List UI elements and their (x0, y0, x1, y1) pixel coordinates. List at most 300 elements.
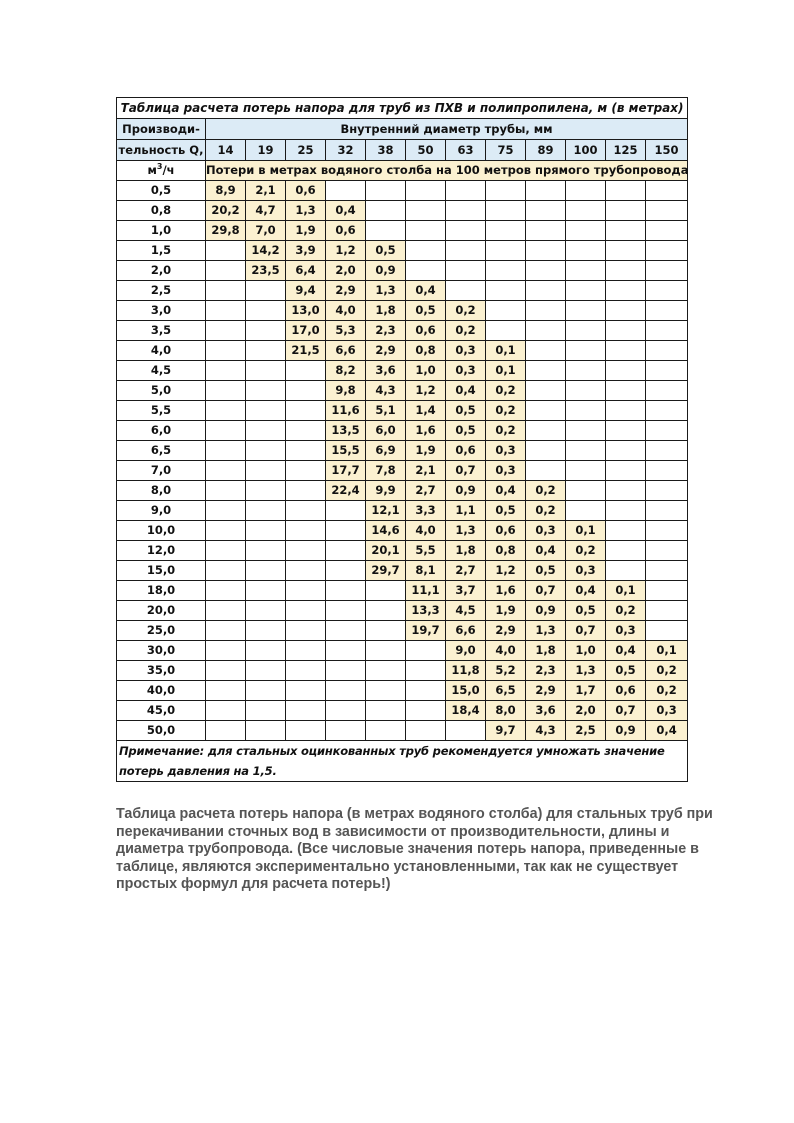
loss-value-cell: 0,9 (366, 261, 406, 281)
flow-rate-cell: 5,5 (117, 401, 206, 421)
empty-cell (646, 541, 688, 561)
empty-cell (566, 241, 606, 261)
empty-cell (206, 421, 246, 441)
loss-value-cell: 0,2 (486, 401, 526, 421)
loss-value-cell: 22,4 (326, 481, 366, 501)
empty-cell (446, 181, 486, 201)
loss-value-cell: 2,7 (406, 481, 446, 501)
empty-cell (286, 601, 326, 621)
loss-value-cell: 17,7 (326, 461, 366, 481)
diameter-cell: 75 (486, 140, 526, 161)
empty-cell (606, 281, 646, 301)
loss-value-cell: 1,0 (566, 641, 606, 661)
empty-cell (406, 221, 446, 241)
table-row (117, 481, 688, 501)
loss-value-cell: 0,6 (406, 321, 446, 341)
empty-cell (206, 721, 246, 741)
flow-rate-cell: 0,8 (117, 201, 206, 221)
table-row (117, 501, 688, 521)
table-row (117, 561, 688, 581)
empty-cell (606, 181, 646, 201)
empty-cell (646, 481, 688, 501)
empty-cell (326, 661, 366, 681)
flow-rate-cell: 35,0 (117, 661, 206, 681)
loss-value-cell: 1,8 (366, 301, 406, 321)
flow-rate-cell: 6,5 (117, 441, 206, 461)
empty-cell (526, 421, 566, 441)
loss-value-cell: 0,3 (446, 361, 486, 381)
flow-rate-cell: 4,5 (117, 361, 206, 381)
empty-cell (206, 561, 246, 581)
flow-rate-cell: 9,0 (117, 501, 206, 521)
productivity-header-line-3: $м^3/ч$ (117, 161, 206, 181)
table-row (117, 301, 688, 321)
loss-value-cell: 0,1 (606, 581, 646, 601)
loss-value-cell: 21,5 (286, 341, 326, 361)
empty-cell (246, 281, 286, 301)
loss-value-cell: 2,9 (326, 281, 366, 301)
loss-value-cell: 0,9 (606, 721, 646, 741)
empty-cell (566, 381, 606, 401)
subheader-row (117, 161, 688, 181)
empty-cell (206, 501, 246, 521)
empty-cell (246, 501, 286, 521)
empty-cell (486, 181, 526, 201)
loss-value-cell: 0,2 (606, 601, 646, 621)
loss-value-cell: 18,4 (446, 701, 486, 721)
empty-cell (526, 221, 566, 241)
empty-cell (406, 681, 446, 701)
diameter-cell: 50 (406, 140, 446, 161)
empty-cell (406, 241, 446, 261)
empty-cell (406, 641, 446, 661)
loss-value-cell: 1,4 (406, 401, 446, 421)
empty-cell (286, 401, 326, 421)
loss-value-cell: 0,4 (566, 581, 606, 601)
loss-value-cell: 23,5 (246, 261, 286, 281)
loss-value-cell: 0,4 (646, 721, 688, 741)
empty-cell (606, 461, 646, 481)
empty-cell (246, 541, 286, 561)
empty-cell (206, 581, 246, 601)
loss-value-cell: 0,3 (486, 461, 526, 481)
loss-value-cell: 8,9 (206, 181, 246, 201)
loss-value-cell: 0,6 (606, 681, 646, 701)
loss-value-cell: 13,5 (326, 421, 366, 441)
empty-cell (486, 301, 526, 321)
empty-cell (606, 481, 646, 501)
empty-cell (566, 441, 606, 461)
empty-cell (526, 401, 566, 421)
empty-cell (646, 321, 688, 341)
loss-value-cell: 0,5 (486, 501, 526, 521)
table-row (117, 221, 688, 241)
empty-cell (366, 641, 406, 661)
flow-rate-cell: 3,5 (117, 321, 206, 341)
empty-cell (366, 221, 406, 241)
loss-value-cell: 2,3 (366, 321, 406, 341)
empty-cell (646, 261, 688, 281)
diameter-cell: 38 (366, 140, 406, 161)
empty-cell (206, 281, 246, 301)
flow-rate-cell: 5,0 (117, 381, 206, 401)
empty-cell (326, 581, 366, 601)
empty-cell (646, 441, 688, 461)
empty-cell (366, 181, 406, 201)
loss-value-cell: 2,3 (526, 661, 566, 681)
empty-cell (606, 241, 646, 261)
table-row (117, 281, 688, 301)
empty-cell (246, 621, 286, 641)
loss-value-cell: 4,0 (486, 641, 526, 661)
empty-cell (446, 221, 486, 241)
loss-value-cell: 1,2 (326, 241, 366, 261)
diameter-header: Внутренний диаметр трубы, мм (206, 119, 688, 140)
loss-value-cell: 1,1 (446, 501, 486, 521)
empty-cell (246, 561, 286, 581)
empty-cell (606, 541, 646, 561)
empty-cell (566, 461, 606, 481)
loss-value-cell: 19,7 (406, 621, 446, 641)
loss-value-cell: 0,4 (446, 381, 486, 401)
empty-cell (606, 501, 646, 521)
empty-cell (206, 621, 246, 641)
empty-cell (526, 301, 566, 321)
loss-value-cell: 0,3 (486, 441, 526, 461)
empty-cell (406, 721, 446, 741)
loss-value-cell: 14,2 (246, 241, 286, 261)
empty-cell (286, 641, 326, 661)
table-row (117, 321, 688, 341)
flow-rate-cell: 40,0 (117, 681, 206, 701)
table-row (117, 641, 688, 661)
flow-rate-cell: 7,0 (117, 461, 206, 481)
loss-value-cell: 2,1 (406, 461, 446, 481)
loss-value-cell: 29,8 (206, 221, 246, 241)
empty-cell (326, 521, 366, 541)
empty-cell (246, 401, 286, 421)
flow-rate-cell: 20,0 (117, 601, 206, 621)
empty-cell (286, 501, 326, 521)
loss-value-cell: 1,3 (446, 521, 486, 541)
loss-value-cell: 0,6 (286, 181, 326, 201)
empty-cell (326, 601, 366, 621)
empty-cell (566, 321, 606, 341)
table-row (117, 441, 688, 461)
table-row (117, 201, 688, 221)
empty-cell (246, 661, 286, 681)
empty-cell (566, 221, 606, 241)
empty-cell (646, 621, 688, 641)
empty-cell (646, 221, 688, 241)
losses-subheader: Потери в метрах водяного столба на 100 метров прямого трубопровода (206, 161, 688, 181)
loss-value-cell: 0,7 (566, 621, 606, 641)
empty-cell (646, 201, 688, 221)
empty-cell (486, 321, 526, 341)
loss-value-cell: 8,2 (326, 361, 366, 381)
loss-value-cell: 1,7 (566, 681, 606, 701)
empty-cell (446, 241, 486, 261)
flow-rate-cell: 2,0 (117, 261, 206, 281)
flow-rate-cell: 10,0 (117, 521, 206, 541)
loss-value-cell: 0,2 (646, 661, 688, 681)
empty-cell (326, 621, 366, 641)
empty-cell (566, 501, 606, 521)
empty-cell (406, 181, 446, 201)
loss-value-cell: 0,3 (526, 521, 566, 541)
loss-value-cell: 9,9 (366, 481, 406, 501)
loss-value-cell: 12,1 (366, 501, 406, 521)
empty-cell (526, 341, 566, 361)
loss-value-cell: 3,6 (526, 701, 566, 721)
productivity-header-line-2: тельность Q, (117, 140, 206, 161)
empty-cell (206, 321, 246, 341)
loss-value-cell: 11,8 (446, 661, 486, 681)
table-title-row (117, 98, 688, 119)
diameter-cell: 14 (206, 140, 246, 161)
diameter-header-row (117, 119, 688, 140)
loss-value-cell: 0,1 (566, 521, 606, 541)
empty-cell (566, 401, 606, 421)
empty-cell (606, 421, 646, 441)
loss-value-cell: 14,6 (366, 521, 406, 541)
empty-cell (646, 381, 688, 401)
table-row (117, 241, 688, 261)
empty-cell (286, 481, 326, 501)
loss-value-cell: 0,2 (646, 681, 688, 701)
flow-rate-cell: 50,0 (117, 721, 206, 741)
loss-value-cell: 0,5 (446, 421, 486, 441)
loss-value-cell: 2,0 (566, 701, 606, 721)
loss-value-cell: 9,0 (446, 641, 486, 661)
empty-cell (206, 541, 246, 561)
loss-value-cell: 20,2 (206, 201, 246, 221)
loss-value-cell: 0,5 (446, 401, 486, 421)
diameter-cell: 32 (326, 140, 366, 161)
loss-value-cell: 0,5 (566, 601, 606, 621)
empty-cell (206, 341, 246, 361)
flow-rate-cell: 12,0 (117, 541, 206, 561)
empty-cell (646, 301, 688, 321)
loss-value-cell: 7,0 (246, 221, 286, 241)
loss-value-cell: 2,9 (486, 621, 526, 641)
empty-cell (446, 721, 486, 741)
empty-cell (366, 601, 406, 621)
loss-value-cell: 0,6 (446, 441, 486, 461)
loss-value-cell: 1,8 (526, 641, 566, 661)
empty-cell (526, 461, 566, 481)
loss-value-cell: 8,0 (486, 701, 526, 721)
loss-value-cell: 8,1 (406, 561, 446, 581)
loss-value-cell: 0,3 (646, 701, 688, 721)
pressure-loss-table (116, 97, 688, 782)
loss-value-cell: 0,4 (406, 281, 446, 301)
loss-value-cell: 0,2 (566, 541, 606, 561)
empty-cell (406, 661, 446, 681)
empty-cell (526, 361, 566, 381)
empty-cell (326, 181, 366, 201)
table-row (117, 581, 688, 601)
loss-value-cell: 0,4 (526, 541, 566, 561)
empty-cell (246, 601, 286, 621)
empty-cell (486, 281, 526, 301)
loss-value-cell: 20,1 (366, 541, 406, 561)
empty-cell (326, 501, 366, 521)
table-row (117, 701, 688, 721)
empty-cell (206, 701, 246, 721)
empty-cell (606, 321, 646, 341)
loss-value-cell: 0,1 (646, 641, 688, 661)
table-row (117, 401, 688, 421)
empty-cell (286, 381, 326, 401)
empty-cell (646, 461, 688, 481)
empty-cell (566, 341, 606, 361)
flow-rate-cell: 3,0 (117, 301, 206, 321)
empty-cell (646, 241, 688, 261)
loss-value-cell: 4,5 (446, 601, 486, 621)
empty-cell (566, 201, 606, 221)
loss-value-cell: 1,9 (286, 221, 326, 241)
loss-value-cell: 0,9 (446, 481, 486, 501)
loss-value-cell: 0,4 (606, 641, 646, 661)
loss-value-cell: 13,0 (286, 301, 326, 321)
table-row (117, 361, 688, 381)
loss-value-cell: 4,0 (406, 521, 446, 541)
table-row (117, 341, 688, 361)
empty-cell (206, 301, 246, 321)
empty-cell (246, 521, 286, 541)
loss-value-cell: 2,0 (326, 261, 366, 281)
table-row (117, 261, 688, 281)
loss-value-cell: 0,4 (486, 481, 526, 501)
empty-cell (206, 401, 246, 421)
empty-cell (566, 361, 606, 381)
empty-cell (646, 501, 688, 521)
loss-value-cell: 5,3 (326, 321, 366, 341)
loss-value-cell: 17,0 (286, 321, 326, 341)
empty-cell (406, 261, 446, 281)
table-row (117, 721, 688, 741)
empty-cell (326, 721, 366, 741)
loss-value-cell: 0,4 (326, 201, 366, 221)
empty-cell (446, 261, 486, 281)
loss-value-cell: 9,8 (326, 381, 366, 401)
empty-cell (446, 201, 486, 221)
empty-cell (286, 661, 326, 681)
diameter-cell: 100 (566, 140, 606, 161)
empty-cell (646, 581, 688, 601)
empty-cell (206, 461, 246, 481)
productivity-header-line-1: Производи- (117, 119, 206, 140)
loss-value-cell: 0,7 (446, 461, 486, 481)
empty-cell (286, 581, 326, 601)
empty-cell (646, 401, 688, 421)
empty-cell (206, 681, 246, 701)
loss-value-cell: 1,8 (446, 541, 486, 561)
loss-value-cell: 0,3 (566, 561, 606, 581)
empty-cell (646, 421, 688, 441)
loss-value-cell: 5,1 (366, 401, 406, 421)
loss-value-cell: 1,3 (566, 661, 606, 681)
loss-value-cell: 0,1 (486, 341, 526, 361)
empty-cell (606, 381, 646, 401)
loss-value-cell: 5,5 (406, 541, 446, 561)
diameter-cell: 89 (526, 140, 566, 161)
empty-cell (526, 261, 566, 281)
table-row (117, 381, 688, 401)
empty-cell (366, 201, 406, 221)
loss-value-cell: 1,9 (486, 601, 526, 621)
loss-value-cell: 0,3 (606, 621, 646, 641)
table-row (117, 181, 688, 201)
flow-rate-cell: 8,0 (117, 481, 206, 501)
empty-cell (206, 641, 246, 661)
empty-cell (246, 481, 286, 501)
flow-rate-cell: 2,5 (117, 281, 206, 301)
empty-cell (326, 681, 366, 701)
empty-cell (286, 721, 326, 741)
empty-cell (286, 521, 326, 541)
loss-value-cell: 0,2 (446, 301, 486, 321)
loss-value-cell: 6,4 (286, 261, 326, 281)
empty-cell (646, 561, 688, 581)
loss-value-cell: 9,4 (286, 281, 326, 301)
empty-cell (446, 281, 486, 301)
table-row (117, 521, 688, 541)
flow-rate-cell: 1,0 (117, 221, 206, 241)
loss-value-cell: 2,5 (566, 721, 606, 741)
empty-cell (206, 481, 246, 501)
empty-cell (246, 581, 286, 601)
empty-cell (366, 621, 406, 641)
loss-value-cell: 0,7 (606, 701, 646, 721)
empty-cell (526, 441, 566, 461)
loss-value-cell: 6,5 (486, 681, 526, 701)
empty-cell (286, 421, 326, 441)
table-row (117, 461, 688, 481)
loss-value-cell: 0,6 (486, 521, 526, 541)
empty-cell (206, 261, 246, 281)
loss-value-cell: 6,9 (366, 441, 406, 461)
loss-value-cell: 1,6 (486, 581, 526, 601)
empty-cell (206, 361, 246, 381)
empty-cell (606, 441, 646, 461)
empty-cell (326, 561, 366, 581)
empty-cell (526, 281, 566, 301)
empty-cell (646, 341, 688, 361)
flow-rate-cell: 25,0 (117, 621, 206, 641)
flow-rate-cell: 6,0 (117, 421, 206, 441)
empty-cell (606, 401, 646, 421)
pressure-loss-table-container (116, 97, 688, 782)
empty-cell (286, 461, 326, 481)
flow-rate-cell: 4,0 (117, 341, 206, 361)
loss-value-cell: 0,7 (526, 581, 566, 601)
caption-text: Таблица расчета потерь напора (в метрах водяного столба) для стальных труб при перекачивании сточных вод в зависимости от производительности, длины и диаметра трубопровода. (Все числовые значения потерь напора, приведенные в таблице, являются экспериментально установленными, так как не существует простых формул для расчета потерь!) (116, 806, 713, 892)
table-note: Примечание: для стальных оцинкованных труб рекомендуется умножать значение потерь давления на 1,5. (117, 741, 688, 782)
empty-cell (646, 521, 688, 541)
empty-cell (566, 261, 606, 281)
loss-value-cell: 13,3 (406, 601, 446, 621)
empty-cell (246, 361, 286, 381)
empty-cell (326, 641, 366, 661)
loss-value-cell: 0,5 (526, 561, 566, 581)
loss-value-cell: 3,6 (366, 361, 406, 381)
empty-cell (286, 441, 326, 461)
empty-cell (206, 521, 246, 541)
empty-cell (566, 421, 606, 441)
loss-value-cell: 7,8 (366, 461, 406, 481)
